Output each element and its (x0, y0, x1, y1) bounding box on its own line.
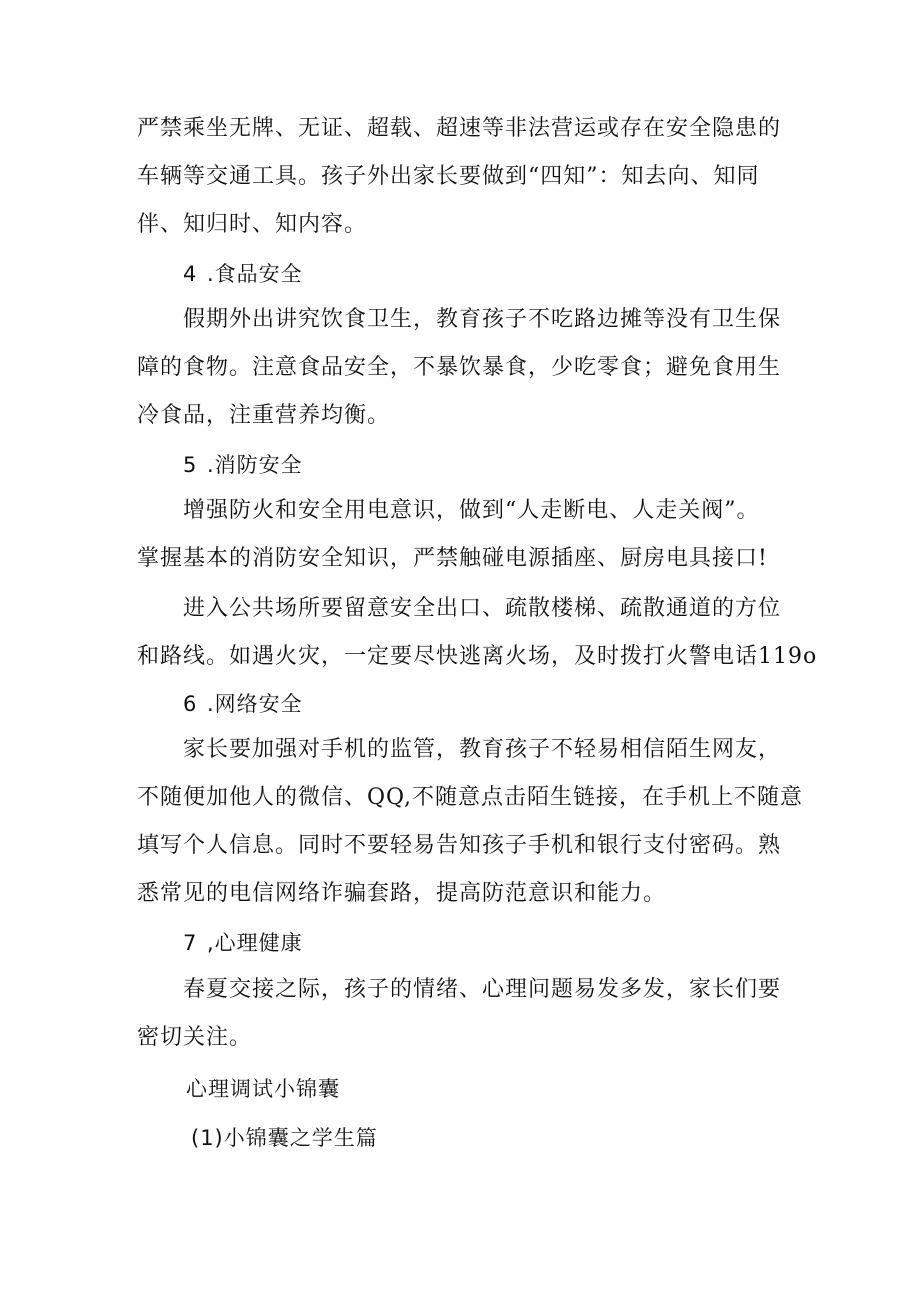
paragraph-fire-safety-2 (137, 585, 818, 681)
text-line: 冷食品，注重营养均衡。 (137, 403, 391, 428)
paragraph-mental-health (137, 966, 797, 1062)
text-line: 车辆等交通工具。孩子外出家长要做到“四知”：知去向、知同 (137, 164, 760, 189)
section-number: 6 (183, 692, 198, 716)
section-title: ,心理健康 (207, 931, 303, 955)
text-line: 掌握基本的消防安全知识，严禁触碰电源插座、厨房电具接口! (137, 546, 768, 571)
section-number: 7 (183, 931, 198, 955)
paragraph-fire-safety-1 (137, 487, 797, 583)
text-line: 填写个人信息。同时不要轻易告知孩子手机和银行支付密码。熟 (137, 833, 782, 858)
section-heading-food-safety (183, 254, 303, 294)
section-title: .网络安全 (207, 692, 303, 716)
section-title: .消防安全 (207, 453, 303, 477)
section-title: .食品安全 (207, 262, 303, 286)
paragraph-network-safety (137, 726, 803, 918)
text-line: 障的食物。注意食品安全，不暴饮暴食，少吃零食；避免食用生 (137, 355, 782, 380)
text-line: 家长要加强对手机的监管，教育孩子不轻易相信陌生网友， (183, 737, 782, 762)
text-line: 悉常见的电信网络诈骗套路，提高防范意识和能力。 (137, 881, 667, 906)
subheading-mental-tips: 心理调试小锦囊 (186, 1077, 340, 1101)
paragraph-food-safety (137, 296, 797, 440)
section-heading-fire-safety (183, 445, 303, 485)
text-line: 和路线。如遇火灾，一定要尽快逃离火场，及时拨打火警电话119o (137, 644, 818, 669)
subheading-students: (1)小锦囊之学生篇 (191, 1126, 378, 1150)
section-heading-mental-health (183, 923, 303, 963)
text-line: 假期外出讲究饮食卫生，教育孩子不吃路边摊等没有卫生保 (183, 307, 782, 332)
text-line: 春夏交接之际，孩子的情绪、心理问题易发多发，家长们要 (183, 977, 782, 1002)
text-line: 严禁乘坐无牌、无证、超载、超速等非法营运或存在安全隐患的 (137, 116, 782, 141)
section-number: 4 (183, 262, 198, 286)
text-line: 增强防火和安全用电意识，做到“人走断电、人走关阀”。 (183, 498, 760, 523)
section-heading-network-safety (183, 684, 303, 724)
text-line: 密切关注。 (137, 1025, 253, 1050)
text-line: 不随便加他人的微信、QQ,不随意点击陌生链接，在手机上不随意 (137, 785, 803, 810)
text-line: 伴、知归时、知内容。 (137, 212, 368, 237)
text-line: 进入公共场所要留意安全出口、疏散楼梯、疏散通道的方位 (183, 596, 782, 621)
paragraph-transport (137, 105, 797, 249)
section-number: 5 (183, 453, 198, 477)
